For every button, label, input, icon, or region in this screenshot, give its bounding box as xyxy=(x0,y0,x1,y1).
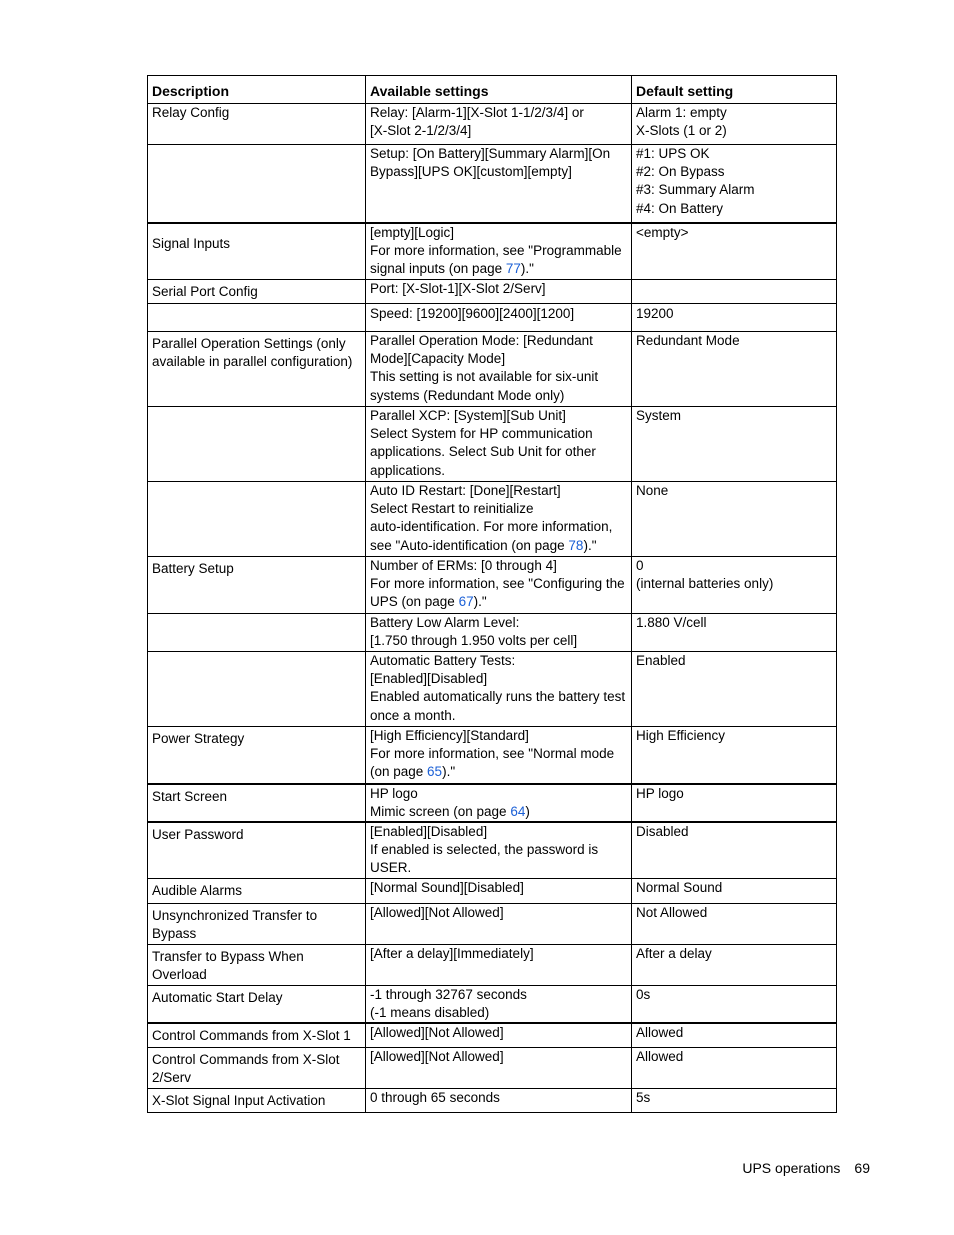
header-available-settings: Available settings xyxy=(366,76,632,104)
table-row xyxy=(148,727,837,784)
row-available: 0 through 65 seconds xyxy=(366,1088,632,1112)
row-default: Not Allowed xyxy=(632,903,837,944)
row-available: Port: [X-Slot-1][X-Slot 2/Serv] xyxy=(366,280,632,304)
page-link[interactable]: 78 xyxy=(568,537,584,553)
row-available: [After a delay][Immediately] xyxy=(366,944,632,985)
row-default: High Efficiency xyxy=(632,727,837,784)
table-row xyxy=(148,822,837,878)
row-description: X-Slot Signal Input Activation xyxy=(148,1088,366,1112)
table-row xyxy=(148,104,837,145)
row-available: Parallel XCP: [System][Sub Unit] Select System for HP communication applications. Select Sub Unit for other applications. xyxy=(366,407,632,482)
row-available: Speed: [19200][9600][2400][1200] xyxy=(366,304,632,332)
row-available: Relay: [Alarm-1][X-Slot 1-1/2/3/4] or [X-Slot 2-1/2/3/4] xyxy=(366,104,632,145)
row-description xyxy=(148,652,366,727)
table-row xyxy=(148,145,837,223)
header-row xyxy=(148,76,837,104)
row-default: 19200 xyxy=(632,304,837,332)
row-description: Automatic Start Delay xyxy=(148,985,366,1023)
row-available: [empty][Logic] For more information, see "Programmable signal inputs (on page 77)." xyxy=(366,223,632,280)
row-available: HP logo Mimic screen (on page 64) xyxy=(366,784,632,822)
page-link[interactable]: 64 xyxy=(510,803,526,819)
row-description xyxy=(148,304,366,332)
table-row xyxy=(148,223,837,280)
table-row xyxy=(148,407,837,482)
row-description: Start Screen xyxy=(148,784,366,822)
row-available: [High Efficiency][Standard] For more information, see "Normal mode (on page 65)." xyxy=(366,727,632,784)
table-row xyxy=(148,304,837,332)
row-description: User Password xyxy=(148,822,366,878)
table-row xyxy=(148,332,837,407)
row-default: System xyxy=(632,407,837,482)
table-row xyxy=(148,1088,837,1112)
row-available: [Allowed][Not Allowed] xyxy=(366,1023,632,1047)
row-default: None xyxy=(632,482,837,557)
row-available: Number of ERMs: [0 through 4] For more information, see "Configuring the UPS (on page 67)." xyxy=(366,557,632,614)
row-description: Parallel Operation Settings (only available in parallel configuration) xyxy=(148,332,366,407)
row-available: Battery Low Alarm Level: [1.750 through 1.950 volts per cell] xyxy=(366,614,632,652)
table-row xyxy=(148,944,837,985)
footer-section-title: UPS operations xyxy=(742,1160,841,1176)
page-number: 69 xyxy=(854,1160,870,1176)
row-default: Normal Sound xyxy=(632,878,837,903)
table-row xyxy=(148,557,837,614)
row-available: [Allowed][Not Allowed] xyxy=(366,1047,632,1088)
header-description: Description xyxy=(148,76,366,104)
row-default: 5s xyxy=(632,1088,837,1112)
page-link[interactable]: 67 xyxy=(458,594,474,610)
row-available: Automatic Battery Tests: [Enabled][Disabled] Enabled automatically runs the battery test once a month. xyxy=(366,652,632,727)
row-default: <empty> xyxy=(632,223,837,280)
row-description: Power Strategy xyxy=(148,727,366,784)
row-description xyxy=(148,407,366,482)
row-default: 0 (internal batteries only) xyxy=(632,557,837,614)
row-available: Setup: [On Battery][Summary Alarm][On Bypass][UPS OK][custom][empty] xyxy=(366,145,632,223)
row-available: [Enabled][Disabled] If enabled is selected, the password is USER. xyxy=(366,822,632,878)
row-default xyxy=(632,280,837,304)
row-default: Redundant Mode xyxy=(632,332,837,407)
row-available: [Normal Sound][Disabled] xyxy=(366,878,632,903)
row-description: Battery Setup xyxy=(148,557,366,614)
row-description: Unsynchronized Transfer to Bypass xyxy=(148,903,366,944)
row-default: Enabled xyxy=(632,652,837,727)
table-row xyxy=(148,1023,837,1047)
table-row xyxy=(148,1047,837,1088)
row-description: Control Commands from X-Slot 1 xyxy=(148,1023,366,1047)
row-description xyxy=(148,482,366,557)
row-available: Auto ID Restart: [Done][Restart] Select Restart to reinitialize auto-identification. For more information, see "Auto-identification (on page 78)." xyxy=(366,482,632,557)
row-description: Signal Inputs xyxy=(148,223,366,280)
table-row xyxy=(148,985,837,1023)
table-row xyxy=(148,784,837,822)
row-default: Allowed xyxy=(632,1023,837,1047)
row-available: [Allowed][Not Allowed] xyxy=(366,903,632,944)
table-row xyxy=(148,903,837,944)
page-footer xyxy=(742,1158,870,1178)
table-row xyxy=(148,280,837,304)
row-default: Disabled xyxy=(632,822,837,878)
page-link[interactable]: 65 xyxy=(427,764,443,780)
row-description xyxy=(148,145,366,223)
row-default: 1.880 V/cell xyxy=(632,614,837,652)
table-row xyxy=(148,614,837,652)
row-description: Control Commands from X-Slot 2/Serv xyxy=(148,1047,366,1088)
row-description: Transfer to Bypass When Overload xyxy=(148,944,366,985)
table-row xyxy=(148,878,837,903)
row-available: Parallel Operation Mode: [Redundant Mode][Capacity Mode] This setting is not available for six-unit systems (Redundant Mode only) xyxy=(366,332,632,407)
table-row xyxy=(148,652,837,727)
header-default-setting: Default setting xyxy=(632,76,837,104)
row-default: Allowed xyxy=(632,1047,837,1088)
row-description xyxy=(148,614,366,652)
row-default: #1: UPS OK #2: On Bypass #3: Summary Alarm #4: On Battery xyxy=(632,145,837,223)
row-default: 0s xyxy=(632,985,837,1023)
row-available: -1 through 32767 seconds (-1 means disabled) xyxy=(366,985,632,1023)
settings-table xyxy=(147,75,837,1113)
row-default: After a delay xyxy=(632,944,837,985)
row-description: Serial Port Config xyxy=(148,280,366,304)
page-link[interactable]: 77 xyxy=(505,260,521,276)
row-default: HP logo xyxy=(632,784,837,822)
row-description: Relay Config xyxy=(148,104,366,145)
row-description: Audible Alarms xyxy=(148,878,366,903)
row-default: Alarm 1: empty X-Slots (1 or 2) xyxy=(632,104,837,145)
table-row xyxy=(148,482,837,557)
